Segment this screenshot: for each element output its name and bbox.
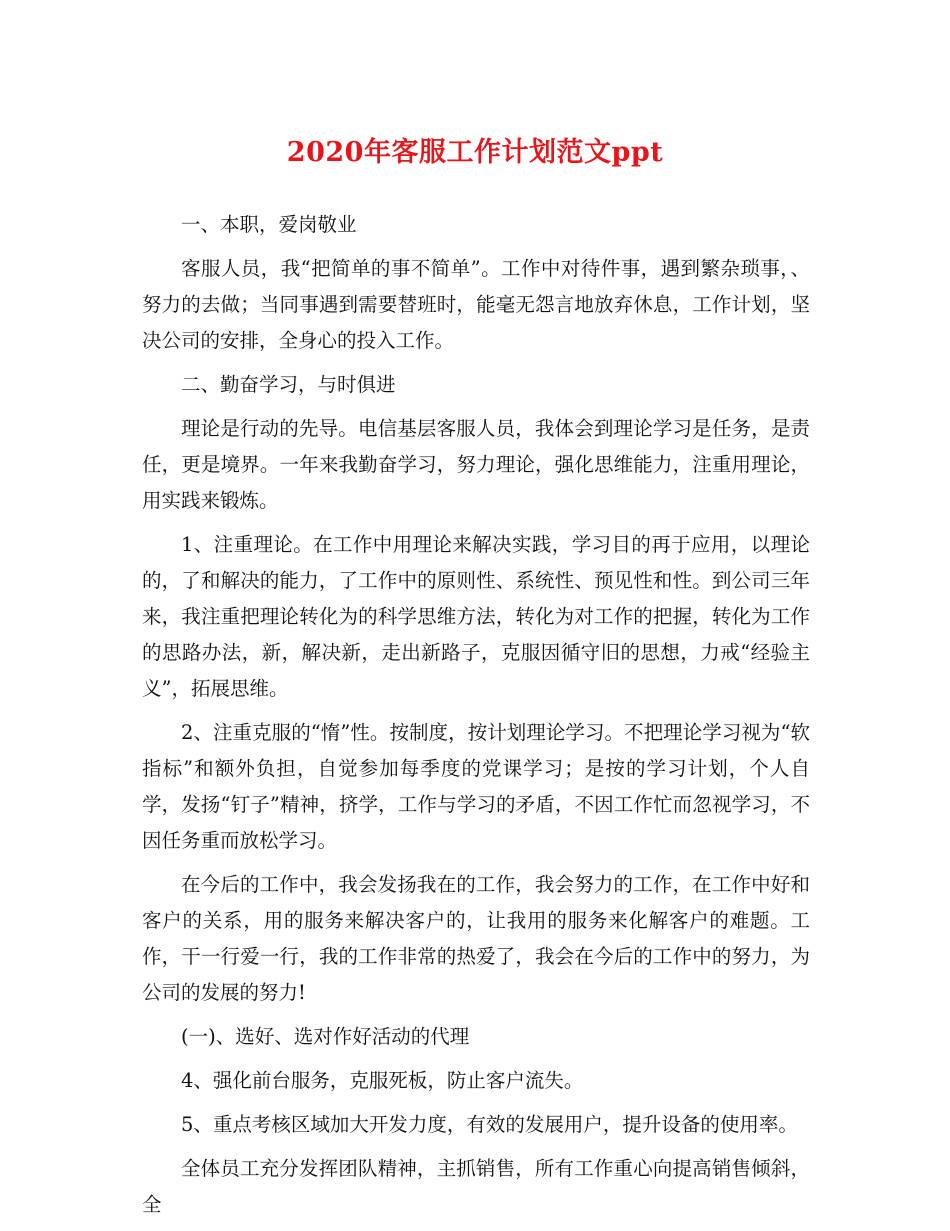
- paragraph: 客服人员，我“把简单的事不简单”。工作中对待件事，遇到繁杂琐事，、努力的去做；当同事遇到需要替班时，能毫无怨言地放弃休息，工作计划，坚决公司的安排，全身心的投入工作。: [142, 257, 810, 352]
- paragraph-item-5: 5、重点考核区域加大开发力度，有效的发展用户，提升设备的使用率。: [181, 1113, 798, 1136]
- heading-section-1: 一、本职，爱岗敬业: [181, 213, 357, 236]
- heading-section-2: 二、勤奋学习，与时俱进: [181, 373, 396, 396]
- paragraph-item-1: 1、注重理论。在工作中用理论来解决实践，学习目的再于应用，以理论的，了和解决的能力，了工作中的原则性、系统性、预见性和性。到公司三年来，我注重把理论转化为的科学思维方法，转化为对工作的把握，转化为工作的思路办法，新，解决新，走出新路子，克服因循守旧的思想，力戒“经验主义”，拓展思维。: [142, 533, 810, 700]
- paragraph-item-2: 2、注重克服的“惰”性。按制度，按计划理论学习。不把理论学习视为“软指标”和额外负担，自觉参加每季度的党课学习；是按的学习计划，个人自学，发扬“钉子”精神，挤学，工作与学习的矛盾，不因工作忙而忽视学习，不因任务重而放松学习。: [142, 721, 810, 852]
- subheading: (一)、选好、选对作好活动的代理: [181, 1025, 470, 1048]
- document-title: 2020年客服工作计划范文ppt: [286, 137, 664, 168]
- paragraph: 理论是行动的先导。电信基层客服人员，我体会到理论学习是任务，是责任，更是境界。一年来我勤奋学习，努力理论，强化思维能力，注重用理论，用实践来锻炼。: [142, 417, 810, 512]
- document-body: [142, 207, 810, 1231]
- paragraph-item-4: 4、强化前台服务，克服死板，防止客户流失。: [181, 1069, 584, 1092]
- paragraph: 全体员工充分发挥团队精神，主抓销售，所有工作重心向提高销售倾斜，全: [142, 1157, 810, 1216]
- paragraph: 在今后的工作中，我会发扬我在的工作，我会努力的工作，在工作中好和客户的关系，用的服务来解决客户的，让我用的服务来化解客户的难题。工作，干一行爱一行，我的工作非常的热爱了，我会在今后的工作中的努力，为公司的发展的努力!: [142, 873, 810, 1004]
